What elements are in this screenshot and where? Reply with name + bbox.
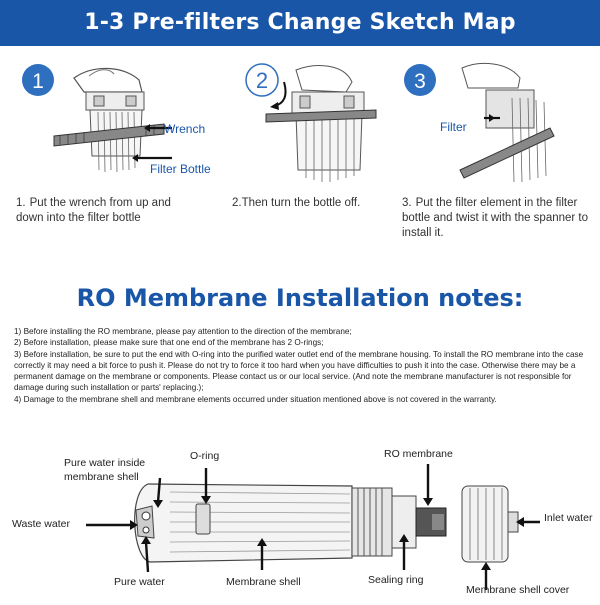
step-1-caption: 1. Put the wrench from up and down into the filter bottle xyxy=(16,197,171,224)
note-item: 2) Before installation, please make sure that one end of the membrane has 2 O-rings; xyxy=(14,338,324,348)
label-ro-membrane: RO membrane xyxy=(384,448,453,460)
note-item: 4) Damage to the membrane shell and membrane elements occurred under situation mentioned above is not covered in the warranty. xyxy=(14,394,497,404)
label-membrane-shell: Membrane shell xyxy=(226,576,301,588)
step-3-number: 3 xyxy=(414,70,426,93)
label-sealing-ring: Sealing ring xyxy=(368,574,424,586)
step-2-caption: 2.Then turn the bottle off. xyxy=(232,197,361,209)
label-o-ring: O-ring xyxy=(190,450,220,462)
step-1-illustration xyxy=(14,58,211,188)
title-banner xyxy=(0,0,600,46)
label-inlet-water: Inlet water xyxy=(544,512,593,524)
ro-section-title: RO Membrane Installation notes: xyxy=(76,284,524,312)
step-1-number: 1 xyxy=(32,70,44,93)
label-pure-water: Pure water xyxy=(114,576,165,588)
filter-bottle-label: Filter Bottle xyxy=(150,162,211,176)
wrench-label: Wrench xyxy=(164,122,206,136)
label-waste-water: Waste water xyxy=(12,518,70,530)
step-3-illustration xyxy=(400,58,590,188)
filter-label: Filter xyxy=(440,120,467,134)
banner-title: 1-3 Pre-filters Change Sketch Map xyxy=(84,10,516,35)
label-pure-water-inside: Pure water inside membrane shell xyxy=(64,457,146,483)
label-membrane-shell-cover: Membrane shell cover xyxy=(466,584,570,596)
step-2-illustration xyxy=(226,58,396,188)
note-item: 3) Before installation, be sure to put the end with O-ring into the purified water outlet end of the membrane housing. To install the RO membrane into the case correctly it may need a bit force to push it. Please do not try to force it too hard when you have difficulties to push it into the case. Otherwise there may be a permanent damage on the membrane or components. Please contact us or our local service. (And note the membrane manufacturer is not responsible for damage during such installation or parts' replacing.); xyxy=(14,349,584,393)
step-2-number: 2 xyxy=(255,68,269,93)
ro-notes-list xyxy=(14,326,592,405)
step-3-caption: 3. Put the filter element in the filter bottle and twist it with the spanner to install it. xyxy=(402,197,589,239)
note-item: 1) Before installing the RO membrane, please pay attention to the direction of the membrane; xyxy=(14,327,352,336)
membrane-diagram xyxy=(0,440,600,600)
